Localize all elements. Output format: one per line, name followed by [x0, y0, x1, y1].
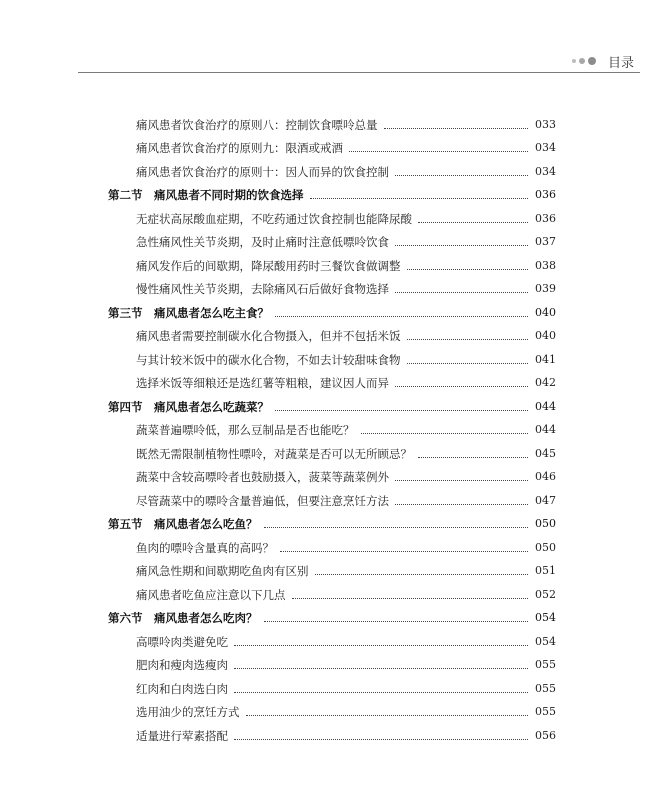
toc-entry-title: 急性痛风性关节炎期，及时止痛时注意低嘌呤饮食: [136, 235, 389, 249]
toc-entry: [108, 696, 556, 720]
toc-page-number: 042: [535, 376, 556, 389]
toc-entry-title: 与其计较米饭中的碳水化合物，不如去计较甜味食物: [136, 352, 401, 367]
dot-leader: [395, 175, 528, 176]
toc-entry: [108, 414, 556, 438]
toc-page-number: 050: [535, 540, 556, 554]
toc-page-number: 034: [535, 164, 556, 178]
toc-entry: [108, 531, 556, 555]
dot-leader: [234, 645, 528, 646]
toc-entry: [108, 202, 556, 226]
dot-leader: [275, 410, 528, 411]
toc-page-number: 056: [535, 728, 556, 742]
toc-page-number: 033: [535, 117, 556, 131]
toc-page-number: 036: [535, 211, 556, 225]
dot-medium: [579, 58, 585, 64]
toc-page-number: 037: [535, 235, 556, 248]
dot-leader: [407, 339, 529, 340]
dot-leader: [349, 151, 528, 152]
dot-leader: [310, 198, 529, 199]
dot-leader: [280, 551, 528, 552]
dot-leader: [234, 668, 528, 669]
dot-leader: [292, 598, 529, 599]
toc-section-heading: [108, 390, 556, 414]
toc-entry-title: 痛风患者饮食治疗的原则九：限酒或戒酒: [136, 141, 343, 155]
toc-entry: [108, 273, 556, 297]
dot-leader: [395, 480, 528, 481]
toc-entry: [108, 484, 556, 508]
toc-page-number: 038: [535, 258, 556, 272]
toc-page-number: 040: [535, 305, 556, 319]
toc-page-number: 044: [535, 423, 556, 436]
toc-section-heading: [108, 508, 556, 532]
toc-entry-title: 尽管蔬菜中的嘌呤含量普遍低，但要注意烹饪方法: [136, 493, 389, 508]
dot-leader: [384, 128, 529, 129]
toc-entry-title: 既然无需限制植物性嘌呤，对蔬菜是否可以无所顾忌？: [136, 446, 412, 461]
toc-entry-title: 痛风患者吃鱼应注意以下几点: [136, 587, 286, 602]
toc-section-heading: [108, 602, 556, 626]
toc-entry: [108, 461, 556, 485]
toc-entry-title: 第六节 痛风患者怎么吃肉？: [108, 611, 258, 625]
toc-entry: [108, 343, 556, 367]
dot-leader: [418, 222, 528, 223]
toc-entry-title: 鱼肉的嘌呤含量真的高吗？: [136, 540, 274, 555]
decorative-dots-icon: [572, 57, 596, 65]
toc-entry-title: 选择米饭等细粮还是选红薯等粗粮，建议因人而异: [136, 376, 389, 390]
toc-entry-title: 蔬菜中含较高嘌呤者也鼓励摄入，菠菜等蔬菜例外: [136, 470, 389, 484]
toc-page-number: 036: [535, 188, 556, 201]
dot-leader: [395, 245, 528, 246]
toc-page-number: 055: [535, 705, 556, 718]
toc-entry-title: 红肉和白肉选白肉: [136, 681, 228, 696]
toc-entry-title: 慢性痛风性关节炎期，去除痛风石后做好食物选择: [136, 282, 389, 296]
toc-entry-title: 痛风患者饮食治疗的原则八：控制饮食嘌呤总量: [136, 117, 378, 132]
toc-section-heading: [108, 179, 556, 203]
toc-page-number: 034: [535, 141, 556, 154]
toc-entry-title: 蔬菜普遍嘌呤低，那么豆制品是否也能吃？: [136, 423, 355, 437]
dot-leader: [264, 621, 529, 622]
dot-leader: [234, 739, 528, 740]
toc-entry: [108, 672, 556, 696]
toc-entry: [108, 437, 556, 461]
toc-entry-title: 第三节 痛风患者怎么吃主食？: [108, 305, 269, 320]
toc-entry: [108, 649, 556, 673]
toc-page-number: 046: [535, 470, 556, 483]
page-header: [78, 51, 640, 73]
toc-page-number: 041: [535, 352, 556, 366]
toc-entry-title: 痛风发作后的间歇期，降尿酸用药时三餐饮食做调整: [136, 258, 401, 273]
toc-entry: [108, 108, 556, 132]
toc-entry-title: 选用油少的烹饪方式: [136, 705, 240, 719]
toc-page-number: 040: [535, 329, 556, 342]
toc-entry: [108, 320, 556, 344]
dot-leader: [264, 527, 529, 528]
toc-entry-title: 肥肉和瘦肉选瘦肉: [136, 658, 228, 672]
dot-leader: [315, 574, 529, 575]
toc-entry: [108, 226, 556, 250]
toc-entry-title: 适量进行荤素搭配: [136, 728, 228, 743]
toc-entry: [108, 719, 556, 743]
toc-page-number: 054: [535, 634, 556, 648]
toc-entry-title: 高嘌呤肉类避免吃: [136, 634, 228, 649]
toc-entry: [108, 367, 556, 391]
dot-leader: [395, 504, 528, 505]
dot-large: [588, 57, 596, 65]
toc-page-number: 047: [535, 493, 556, 507]
dot-leader: [418, 457, 528, 458]
toc-entry: [108, 249, 556, 273]
toc-page-number: 045: [535, 446, 556, 460]
toc-entry: [108, 625, 556, 649]
dot-leader: [395, 292, 528, 293]
toc-page-number: 039: [535, 282, 556, 295]
dot-leader: [361, 433, 529, 434]
toc-page-number: 051: [535, 564, 556, 577]
dot-leader: [246, 715, 529, 716]
toc-entry-title: 第四节 痛风患者怎么吃蔬菜？: [108, 399, 269, 414]
toc-page-number: 050: [535, 517, 556, 530]
toc-page-number: 044: [535, 399, 556, 413]
toc-entry: [108, 578, 556, 602]
toc-entry: [108, 555, 556, 579]
toc-entry-title: 第五节 痛风患者怎么吃鱼？: [108, 517, 258, 531]
toc-entry-title: 痛风患者需要控制碳水化合物摄入，但并不包括米饭: [136, 329, 401, 343]
toc-entry: [108, 155, 556, 179]
toc-entry-title: 第二节 痛风患者不同时期的饮食选择: [108, 188, 304, 202]
toc-section-heading: [108, 296, 556, 320]
table-of-contents: [108, 108, 556, 743]
header-rule: [78, 72, 640, 73]
dot-small: [572, 59, 576, 63]
dot-leader: [395, 386, 528, 387]
toc-entry-title: 痛风急性期和间歇期吃鱼肉有区别: [136, 564, 309, 578]
dot-leader: [407, 269, 529, 270]
dot-leader: [407, 363, 529, 364]
toc-entry: [108, 132, 556, 156]
toc-entry-title: 痛风患者饮食治疗的原则十：因人而异的饮食控制: [136, 164, 389, 179]
toc-page-number: 055: [535, 681, 556, 695]
header-title: 目录: [607, 56, 634, 71]
toc-page-number: 054: [535, 611, 556, 624]
toc-page-number: 055: [535, 658, 556, 671]
dot-leader: [275, 316, 528, 317]
dot-leader: [234, 692, 528, 693]
toc-entry-title: 无症状高尿酸血症期，不吃药通过饮食控制也能降尿酸: [136, 211, 412, 226]
toc-page-number: 052: [535, 587, 556, 601]
